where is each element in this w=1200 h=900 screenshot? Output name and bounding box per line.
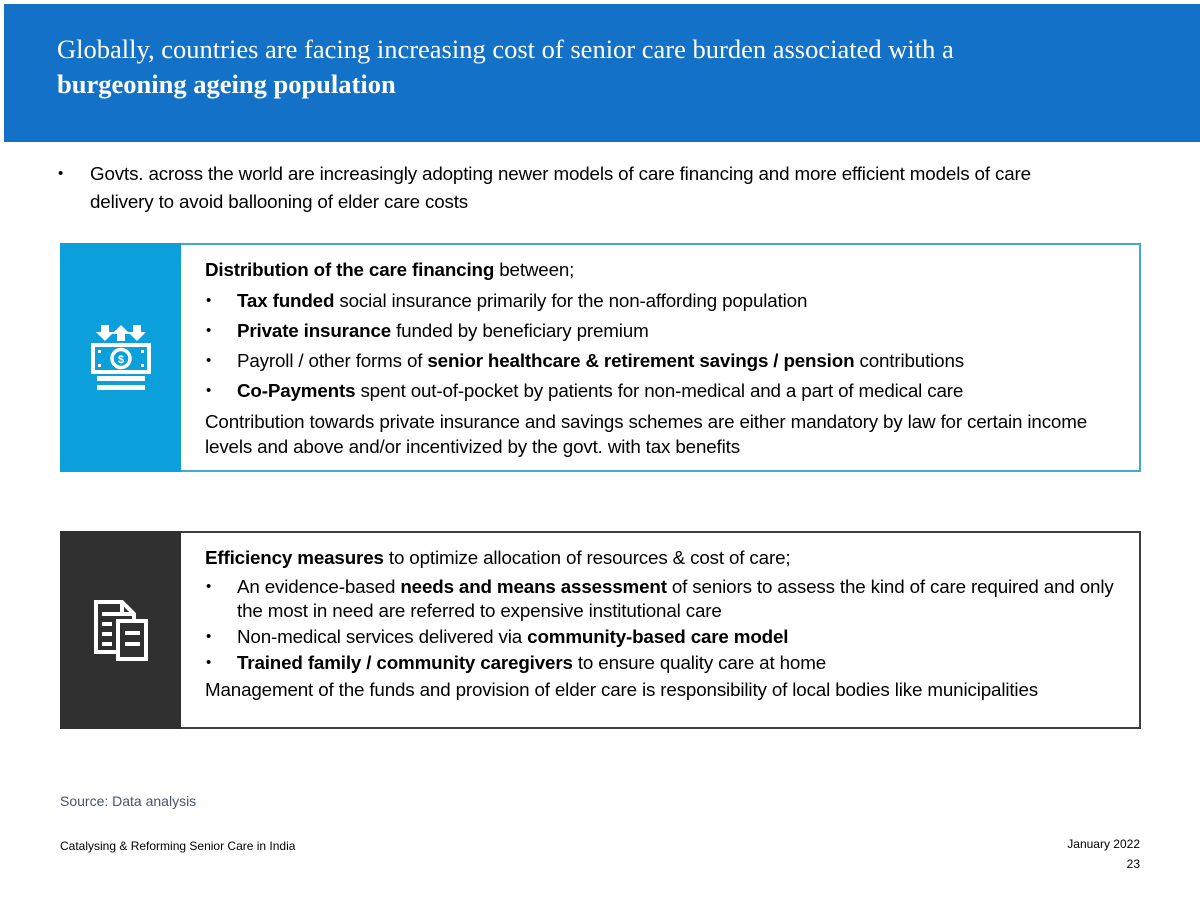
list-item-text: Trained family / community caregivers to ensure quality care at home (237, 652, 826, 673)
money-stack-exchange-icon (60, 243, 181, 472)
efficiency-measures-card (60, 531, 1141, 729)
care-financing-card (60, 243, 1141, 472)
list-item (205, 625, 1139, 649)
care-financing-title-bold: Distribution of the care financing (205, 259, 495, 280)
bullet-marker: • (206, 654, 212, 671)
list-item-text: Non-medical services delivered via community-based care model (237, 626, 789, 647)
list-item (205, 575, 1139, 623)
svg-text:$: $ (117, 353, 124, 366)
care-financing-title (205, 258, 1139, 282)
efficiency-measures-title-rest: to optimize allocation of resources & cost of care; (383, 547, 791, 568)
list-item (205, 289, 1139, 313)
bullet-marker: • (206, 322, 212, 339)
intro-bullet-text: Govts. across the world are increasingly adopting newer models of care financing and more efficient models of care delivery to avoid ballooning of elder care costs (90, 163, 1031, 212)
efficiency-measures-title (205, 546, 1139, 570)
list-item (205, 651, 1139, 675)
list-item-text: An evidence-based needs and means assessment of seniors to assess the kind of care required and only the most in need are referred to expensive institutional care (237, 576, 1114, 621)
list-item-text: Co-Payments spent out-of-pocket by patients for non-medical and a part of medical care (237, 380, 964, 401)
bullet-marker: • (206, 292, 212, 309)
list-item (205, 379, 1139, 403)
efficiency-measures-body (181, 533, 1139, 727)
list-item-text: Payroll / other forms of senior healthcare & retirement savings / pension contributions (237, 350, 964, 371)
list-item-text: Private insurance funded by beneficiary premium (237, 320, 649, 341)
bullet-marker: • (206, 578, 212, 595)
care-financing-title-rest: between; (494, 259, 575, 280)
efficiency-measures-title-bold: Efficiency measures (205, 547, 384, 568)
intro-bullet (58, 160, 1130, 216)
slide-title-line1: Globally, countries are facing increasing cost of senior care burden associated with a (57, 34, 954, 64)
deck-title: Catalysing & Reforming Senior Care in India (60, 839, 296, 853)
slide-title (57, 32, 1140, 102)
page-number: 23 (1126, 857, 1140, 871)
documents-icon (60, 531, 181, 729)
source-note: Source: Data analysis (60, 793, 197, 809)
care-financing-body (181, 245, 1139, 470)
slide-title-line2: burgeoning ageing population (57, 69, 396, 99)
bullet-marker: • (58, 165, 64, 182)
bullet-marker: • (206, 628, 212, 645)
care-financing-footnote: Contribution towards private insurance and savings schemes are either mandatory by law for certain income levels and above and/or incentivized by the govt. with tax benefits (205, 411, 1088, 457)
efficiency-measures-footnote: Management of the funds and provision of elder care is responsibility of local bodies like municipalities (205, 679, 1038, 700)
bullet-marker: • (206, 382, 212, 399)
title-band (4, 4, 1200, 142)
list-item-text: Tax funded social insurance primarily for the non-affording population (237, 290, 808, 311)
footer-date: January 2022 (1067, 837, 1140, 851)
list-item (205, 349, 1139, 373)
list-item (205, 319, 1139, 343)
bullet-marker: • (206, 352, 212, 369)
